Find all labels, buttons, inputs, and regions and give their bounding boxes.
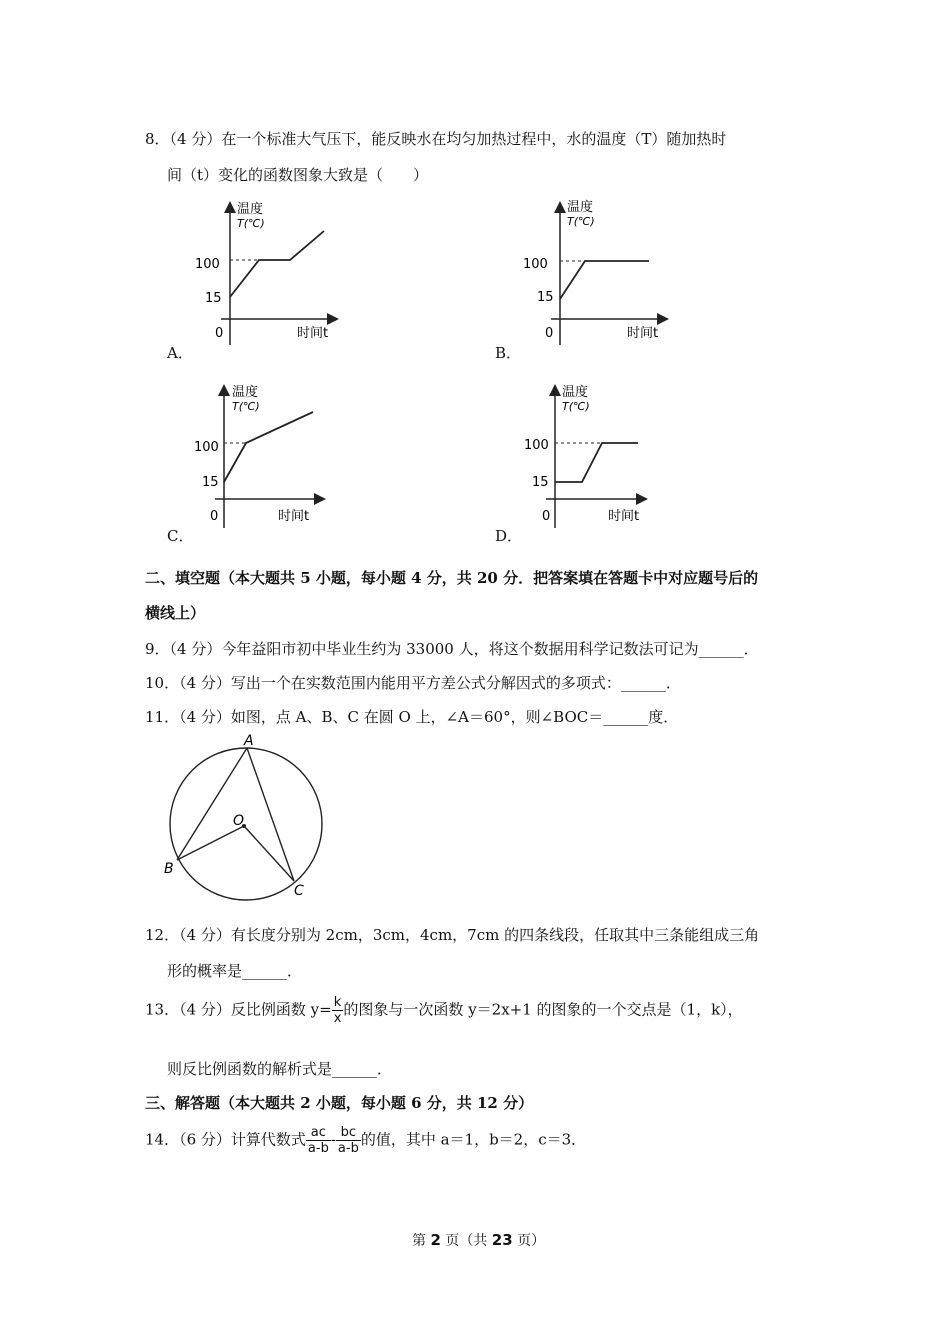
frac-num: k xyxy=(332,995,344,1011)
yunit: T(℃) xyxy=(567,215,595,228)
xlabel: 时间t xyxy=(278,509,310,524)
option-a: A． xyxy=(167,344,193,362)
q12-line1: 12．（4 分）有长度分别为 2cm，3cm，4cm，7cm 的四条线段，任取其中三条能组成三角 xyxy=(145,926,760,944)
q14-suffix: 的值，其中 a＝1，b＝2，c＝3． xyxy=(360,1130,587,1149)
graph-b xyxy=(515,195,675,350)
xlabel: 时间t xyxy=(297,326,329,341)
fraction-k-over-x xyxy=(332,995,344,1026)
graph-a xyxy=(185,195,345,350)
q14-prefix: 14．（6 分）计算代数式 xyxy=(145,1130,306,1149)
q13-line1 xyxy=(145,995,743,1026)
origin: 0 xyxy=(545,326,554,341)
q12-line2: 形的概率是______． xyxy=(167,962,303,980)
q11: 11．（4 分）如图，点 A、B、C 在圆 O 上，∠A＝60°，则∠BOC＝______度． xyxy=(145,708,679,726)
circle-figure xyxy=(160,732,330,902)
yunit: T(℃) xyxy=(237,217,265,230)
yunit: T(℃) xyxy=(562,400,590,413)
page-footer xyxy=(412,1230,545,1250)
minus-sign: - xyxy=(330,1130,336,1149)
circle-o xyxy=(170,748,322,900)
footer-mid: 页（共 xyxy=(445,1233,488,1249)
section3-heading: 三、解答题（本大题共 2 小题，每小题 6 分，共 12 分） xyxy=(145,1094,534,1112)
ylabel: 温度 xyxy=(232,385,259,400)
origin: 0 xyxy=(210,509,219,524)
q9: 9．（4 分）今年益阳市初中毕业生约为 33000 人，将这个数据用科学记数法可记为______． xyxy=(145,640,759,658)
xlabel: 时间t xyxy=(608,509,640,524)
graph-c xyxy=(180,378,340,533)
fraction-bc xyxy=(336,1125,361,1156)
frac1-den: a-b xyxy=(307,1141,329,1156)
option-d: D． xyxy=(495,527,523,545)
tick-100: 100 xyxy=(194,440,219,455)
frac1-num: ac xyxy=(306,1125,331,1141)
tick-100: 100 xyxy=(523,257,548,272)
q13-prefix: 13．（4 分）反比例函数 y= xyxy=(145,1000,332,1019)
ylabel: 温度 xyxy=(237,202,264,217)
tick-15: 15 xyxy=(202,475,219,490)
yunit: T(℃) xyxy=(232,400,260,413)
page-total: 23 xyxy=(491,1231,513,1249)
section2-heading-line1: 二、填空题（本大题共 5 小题，每小题 4 分，共 20 分．把答案填在答题卡中对应题号后的 xyxy=(145,569,759,587)
origin: 0 xyxy=(215,326,224,341)
graph-d xyxy=(510,378,670,533)
series-line xyxy=(560,261,649,299)
xlabel: 时间t xyxy=(627,326,659,341)
fraction-ac xyxy=(306,1125,331,1156)
ylabel: 温度 xyxy=(562,385,589,400)
label-b: B xyxy=(164,861,174,877)
tick-15: 15 xyxy=(205,291,222,306)
label-o: O xyxy=(233,813,245,829)
frac2-num: bc xyxy=(336,1125,361,1141)
label-a: A xyxy=(244,733,254,749)
series-line xyxy=(555,443,638,482)
section2-heading-line2: 横线上） xyxy=(145,604,206,622)
option-b: B． xyxy=(495,344,522,362)
tick-15: 15 xyxy=(532,475,549,490)
tick-100: 100 xyxy=(195,257,220,272)
q8-line1: 8．（4 分）在一个标准大气压下，能反映水在均匀加热过程中，水的温度（T）随加热时 xyxy=(145,130,727,148)
footer-post: 页） xyxy=(517,1233,546,1249)
ylabel: 温度 xyxy=(567,200,594,215)
label-c: C xyxy=(294,883,304,899)
q8-line2: 间（t）变化的函数图象大致是（ ） xyxy=(167,166,429,184)
option-c: C． xyxy=(167,527,194,545)
origin: 0 xyxy=(542,509,551,524)
q13-suffix: 的图象与一次函数 y＝2x+1 的图象的一个交点是（1，k）， xyxy=(343,1000,743,1019)
tick-15: 15 xyxy=(537,290,554,305)
tick-100: 100 xyxy=(524,438,549,453)
page-number: 2 xyxy=(430,1231,441,1249)
q14 xyxy=(145,1125,586,1156)
footer-pre: 第 xyxy=(412,1233,426,1249)
frac-den: x xyxy=(333,1011,342,1026)
frac2-den: a-b xyxy=(337,1141,359,1156)
q13-line2: 则反比例函数的解析式是______． xyxy=(167,1060,393,1078)
series-line xyxy=(230,231,324,297)
q10: 10．（4 分）写出一个在实数范围内能用平方差公式分解因式的多项式：______． xyxy=(145,674,681,692)
series-line xyxy=(224,412,313,482)
